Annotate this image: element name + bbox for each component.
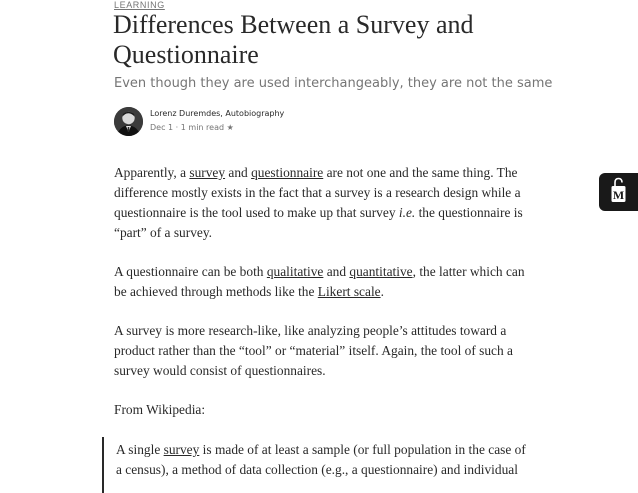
article-title: Differences Between a Survey and Questionnaire xyxy=(113,10,474,69)
author-portrait-icon xyxy=(114,107,143,136)
link-survey-quote[interactable]: survey xyxy=(163,442,200,457)
text-span: is made of at least a sample (or full population in the case of a census), a method of data collection (e.g., a questionnaire) and individual xyxy=(116,442,526,477)
post-meta xyxy=(150,123,234,132)
link-questionnaire[interactable]: questionnaire xyxy=(251,165,324,180)
link-quantitative[interactable]: quantitative xyxy=(349,264,413,279)
paragraph-3: A survey is more research-like, like analyzing people’s attitudes toward a product rather than the “tool” or “material” itself. Again, the tool of such a survey would consist of questionnaires. xyxy=(114,323,513,378)
paragraph-2 xyxy=(114,262,528,302)
read-time: 1 min read xyxy=(180,123,225,132)
member-letter: M xyxy=(612,188,625,202)
author-block xyxy=(114,107,514,137)
text-span: , the latter which can be achieved through methods like the xyxy=(114,264,525,299)
meta-separator: · xyxy=(175,123,179,132)
post-date: Dec 1 xyxy=(150,123,174,132)
paragraph-1 xyxy=(114,163,528,243)
link-likert-scale[interactable]: Likert scale xyxy=(317,284,381,299)
text-span: and xyxy=(323,264,350,279)
link-survey[interactable]: survey xyxy=(189,165,226,180)
category-tag[interactable]: LEARNING xyxy=(114,0,165,10)
member-star-icon: ★ xyxy=(226,123,234,132)
avatar[interactable] xyxy=(114,107,143,136)
text-span: A single xyxy=(116,442,164,457)
paragraph-4: From Wikipedia: xyxy=(114,402,206,417)
author-name[interactable]: Lorenz Duremdes, Autobiography xyxy=(150,109,285,118)
text-span: Apparently, a xyxy=(114,165,190,180)
text-span: the questionnaire is “part” of a survey. xyxy=(114,205,523,240)
unlock-icon xyxy=(599,173,638,211)
member-unlock-button[interactable] xyxy=(599,173,638,211)
text-span: A questionnaire can be both xyxy=(114,264,267,279)
article-subtitle: Even though they are used interchangeably, they are not the same xyxy=(114,76,553,91)
blockquote xyxy=(102,437,528,493)
text-span: . xyxy=(380,284,384,299)
italic-ie: i.e. xyxy=(398,205,416,220)
blockquote-text xyxy=(116,440,530,480)
link-qualitative[interactable]: qualitative xyxy=(266,264,324,279)
text-span: are not one and the same thing. The difference mostly exists in the fact that a survey is a research design while a questionnaire is the tool used to make up that survey xyxy=(114,165,521,220)
text-span: and xyxy=(225,165,252,180)
